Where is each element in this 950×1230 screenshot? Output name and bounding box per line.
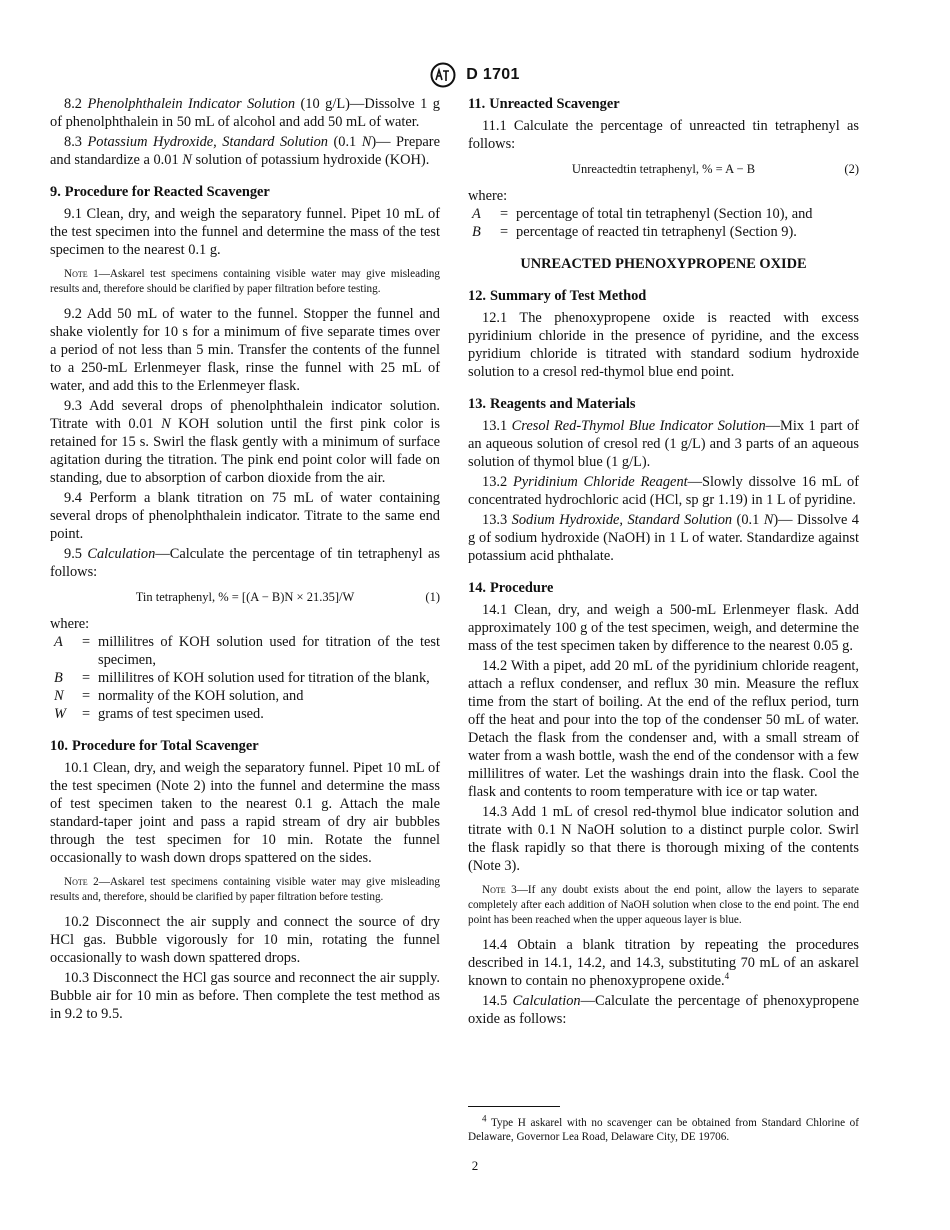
- section-8-2: 8.2 Phenolphthalein Indicator Solution (10 g/L)—Dissolve 1 g of phenolphthalein in 50 mL of alcohol and add 50 mL of water.: [50, 96, 440, 130]
- paragraph-10-3: 10.3 Disconnect the HCl gas source and reconnect the air supply. Bubble air for 10 min as before. Then complete the test method as in 9.2 to 9.5.: [50, 970, 440, 1022]
- note-3: Note 3—If any doubt exists about the end point, allow the layers to separate completely after each addition of NaOH solution when close to the end point. The end point has been reached when the upper aqueous layer is blue.: [468, 884, 859, 926]
- footnote-ref: 4: [724, 971, 730, 982]
- page-header: [0, 62, 950, 88]
- section-12-heading: 12. Summary of Test Method: [468, 288, 647, 304]
- paragraph-14-3: 14.3 Add 1 mL of cresol red-thymol blue indicator solution and titrate with 0.1 N NaOH solution to a distinct purple color. Swirl the flask rapidly so that there is thorough mixing of the contents (Note 3).: [468, 804, 859, 874]
- document-id: D 1701: [466, 66, 520, 83]
- definition-row: N = normality of the KOH solution, and: [54, 688, 304, 704]
- paragraph-14-2: 14.2 With a pipet, add 20 mL of the pyridinium chloride reagent, attach a reflux condenser, and reflux 30 min. Measure the reflux time from the start of boiling. At the end of the reflux period, turn off the heat and pour into the top of the condenser 50 mL of water. Detach the flask from the condenser and, with a small stream of water from a wash bottle, wash the end of the condensor with a few millilitres of water. Let the washings drain into the flask. Cool the flask and contents to room temperature with ice or tap water.: [468, 658, 859, 800]
- paragraph-14-4: 14.4 Obtain a blank titration by repeating the procedures described in 14.1, 14.2, and 14.3, substituting 70 mL of an askarel known to contain no phenoxypropene oxide.$^4$: [468, 937, 859, 989]
- paragraph-9-2: 9.2 Add 50 mL of water to the funnel. Stopper the funnel and shake violently for 10 s for a minimum of five separate times over a period of not less than 5 min. Transfer the contents of the funnel to a 250-mL Erlenmeyer flask, rinse the funnel with 25 mL of water, and add this to the Erlenmeyer flask.: [50, 306, 440, 394]
- paragraph-10-1: 10.1 Clean, dry, and weigh the separatory funnel. Pipet 10 mL of the test specimen (Note 2) into the funnel and determine the mass of test specimen taken to the nearest 0.1 g. Attach the male standard-taper joint and pass a rapid stream of dry air bubbles through the test specimen for 10 min. Rotate the funnel occasionally to wash down drops spattered on the sides.: [50, 760, 440, 866]
- section-11-heading: 11. Unreacted Scavenger: [468, 96, 620, 112]
- paragraph-10-2: 10.2 Disconnect the air supply and connect the source of dry HCl gas. Bubble vigorously for 10 min, rotating the funnel occasionally to wash down spattered drops.: [50, 914, 440, 966]
- note-2: Note 2—Askarel test specimens containing visible water may give misleading results and, therefore, should be clarified by paper filtration before testing.: [50, 876, 440, 903]
- paragraph-13-2: 13.2 Pyridinium Chloride Reagent—Slowly dissolve 16 mL of concentrated hydrochloric acid (HCl, sp gr 1.19) in 1 L of pyridine.: [468, 474, 860, 508]
- unreacted-phenoxypropene-heading: UNREACTED PHENOXYPROPENE OXIDE: [520, 256, 807, 272]
- definition-row: B = percentage of reacted tin tetraphenyl (Section 9).: [472, 224, 797, 240]
- variable-definitions: [50, 633, 440, 723]
- paragraph-14-1: 14.1 Clean, dry, and weigh a 500-mL Erlenmeyer flask. Add approximately 100 g of the test specimen, weigh, and determine the mass of the test specimen taken by difference to the nearest 0.05 g.: [468, 602, 859, 654]
- paragraph-12-1: 12.1 The phenoxypropene oxide is reacted with excess pyridinium chloride in the presence of pyridine, and the excess pyridium chloride is titrated with standard sodium hydroxide solution to a cresol red-thymol blue end point.: [468, 310, 859, 380]
- right-column: [468, 95, 859, 1028]
- paragraph-11-1: 11.1 Calculate the percentage of unreacted tin tetraphenyl as follows:: [468, 118, 859, 152]
- page-number: 2: [471, 1158, 479, 1173]
- paragraph-13-1: 13.1 Cresol Red-Thymol Blue Indicator Solution—Mix 1 part of an aqueous solution of cresol red (1 g/L) and 3 parts of an aqueous solution of thymol blue (1 g/L).: [468, 418, 859, 470]
- note-1: Note 1—Askarel test specimens containing visible water may give misleading results and, therefore should be clarified by paper filtration before testing.: [50, 268, 440, 295]
- section-9-heading: 9. Procedure for Reacted Scavenger: [50, 184, 270, 200]
- astm-logo-icon: [430, 62, 456, 88]
- equation-2: Unreactedtin tetraphenyl, % = A − B (2): [571, 162, 859, 176]
- paragraph-9-5: 9.5 Calculation—Calculate the percentage of tin tetraphenyl as follows:: [50, 546, 440, 580]
- variable-definitions: [468, 205, 859, 241]
- equation-1: Tin tetraphenyl, % = [(A − B)N × 21.35]/W (1): [135, 590, 440, 604]
- where-label: where:: [468, 188, 508, 204]
- section-10-heading: 10. Procedure for Total Scavenger: [50, 738, 259, 754]
- left-column: [50, 95, 440, 1023]
- footnote-4: $^4$ Type H askarel with no scavenger can be obtained from Standard Chlorine of Delaware, Governor Lea Road, Delaware City, DE 19706.: [468, 1113, 859, 1143]
- definition-row: A = millilitres of KOH solution used for titration of the test specimen,: [54, 634, 440, 668]
- definition-row: A = percentage of total tin tetraphenyl (Section 10), and: [472, 206, 813, 222]
- definition-row: B = millilitres of KOH solution used for titration of the blank,: [54, 670, 430, 686]
- definition-row: W = grams of test specimen used.: [54, 706, 264, 722]
- paragraph-13-3: 13.3 Sodium Hydroxide, Standard Solution (0.1 N)— Dissolve 4 g of sodium hydroxide (NaOH) in 1 L of water. Standardize against potassium acid phthalate.: [468, 512, 859, 564]
- footnote-divider: [468, 1106, 560, 1107]
- section-13-heading: 13. Reagents and Materials: [468, 396, 636, 412]
- paragraph-9-3: 9.3 Add several drops of phenolphthalein indicator solution. Titrate with 0.01 N KOH solution until the first pink color is retained for 15 s. Swirl the flask gently with a minimum of surface agitation during the titration. The pink end point color will fade on standing, due to absorption of carbon dioxide from the air.: [50, 398, 441, 486]
- paragraph-14-5: 14.5 Calculation—Calculate the percentage of phenoxypropene oxide as follows:: [468, 993, 859, 1027]
- paragraph-9-4: 9.4 Perform a blank titration on 75 mL of water containing several drops of phenolphthalein indicator. Titrate to the same end point.: [50, 490, 440, 542]
- section-14-heading: 14. Procedure: [468, 580, 554, 596]
- section-8-3: 8.3 Potassium Hydroxide, Standard Solution (0.1 N)— Prepare and standardize a 0.01 N solution of potassium hydroxide (KOH).: [50, 134, 440, 168]
- paragraph-9-1: 9.1 Clean, dry, and weigh the separatory funnel. Pipet 10 mL of the test specimen into the funnel and determine the mass of the test specimen to the nearest 0.1 g.: [50, 206, 440, 258]
- where-label: where:: [50, 616, 90, 632]
